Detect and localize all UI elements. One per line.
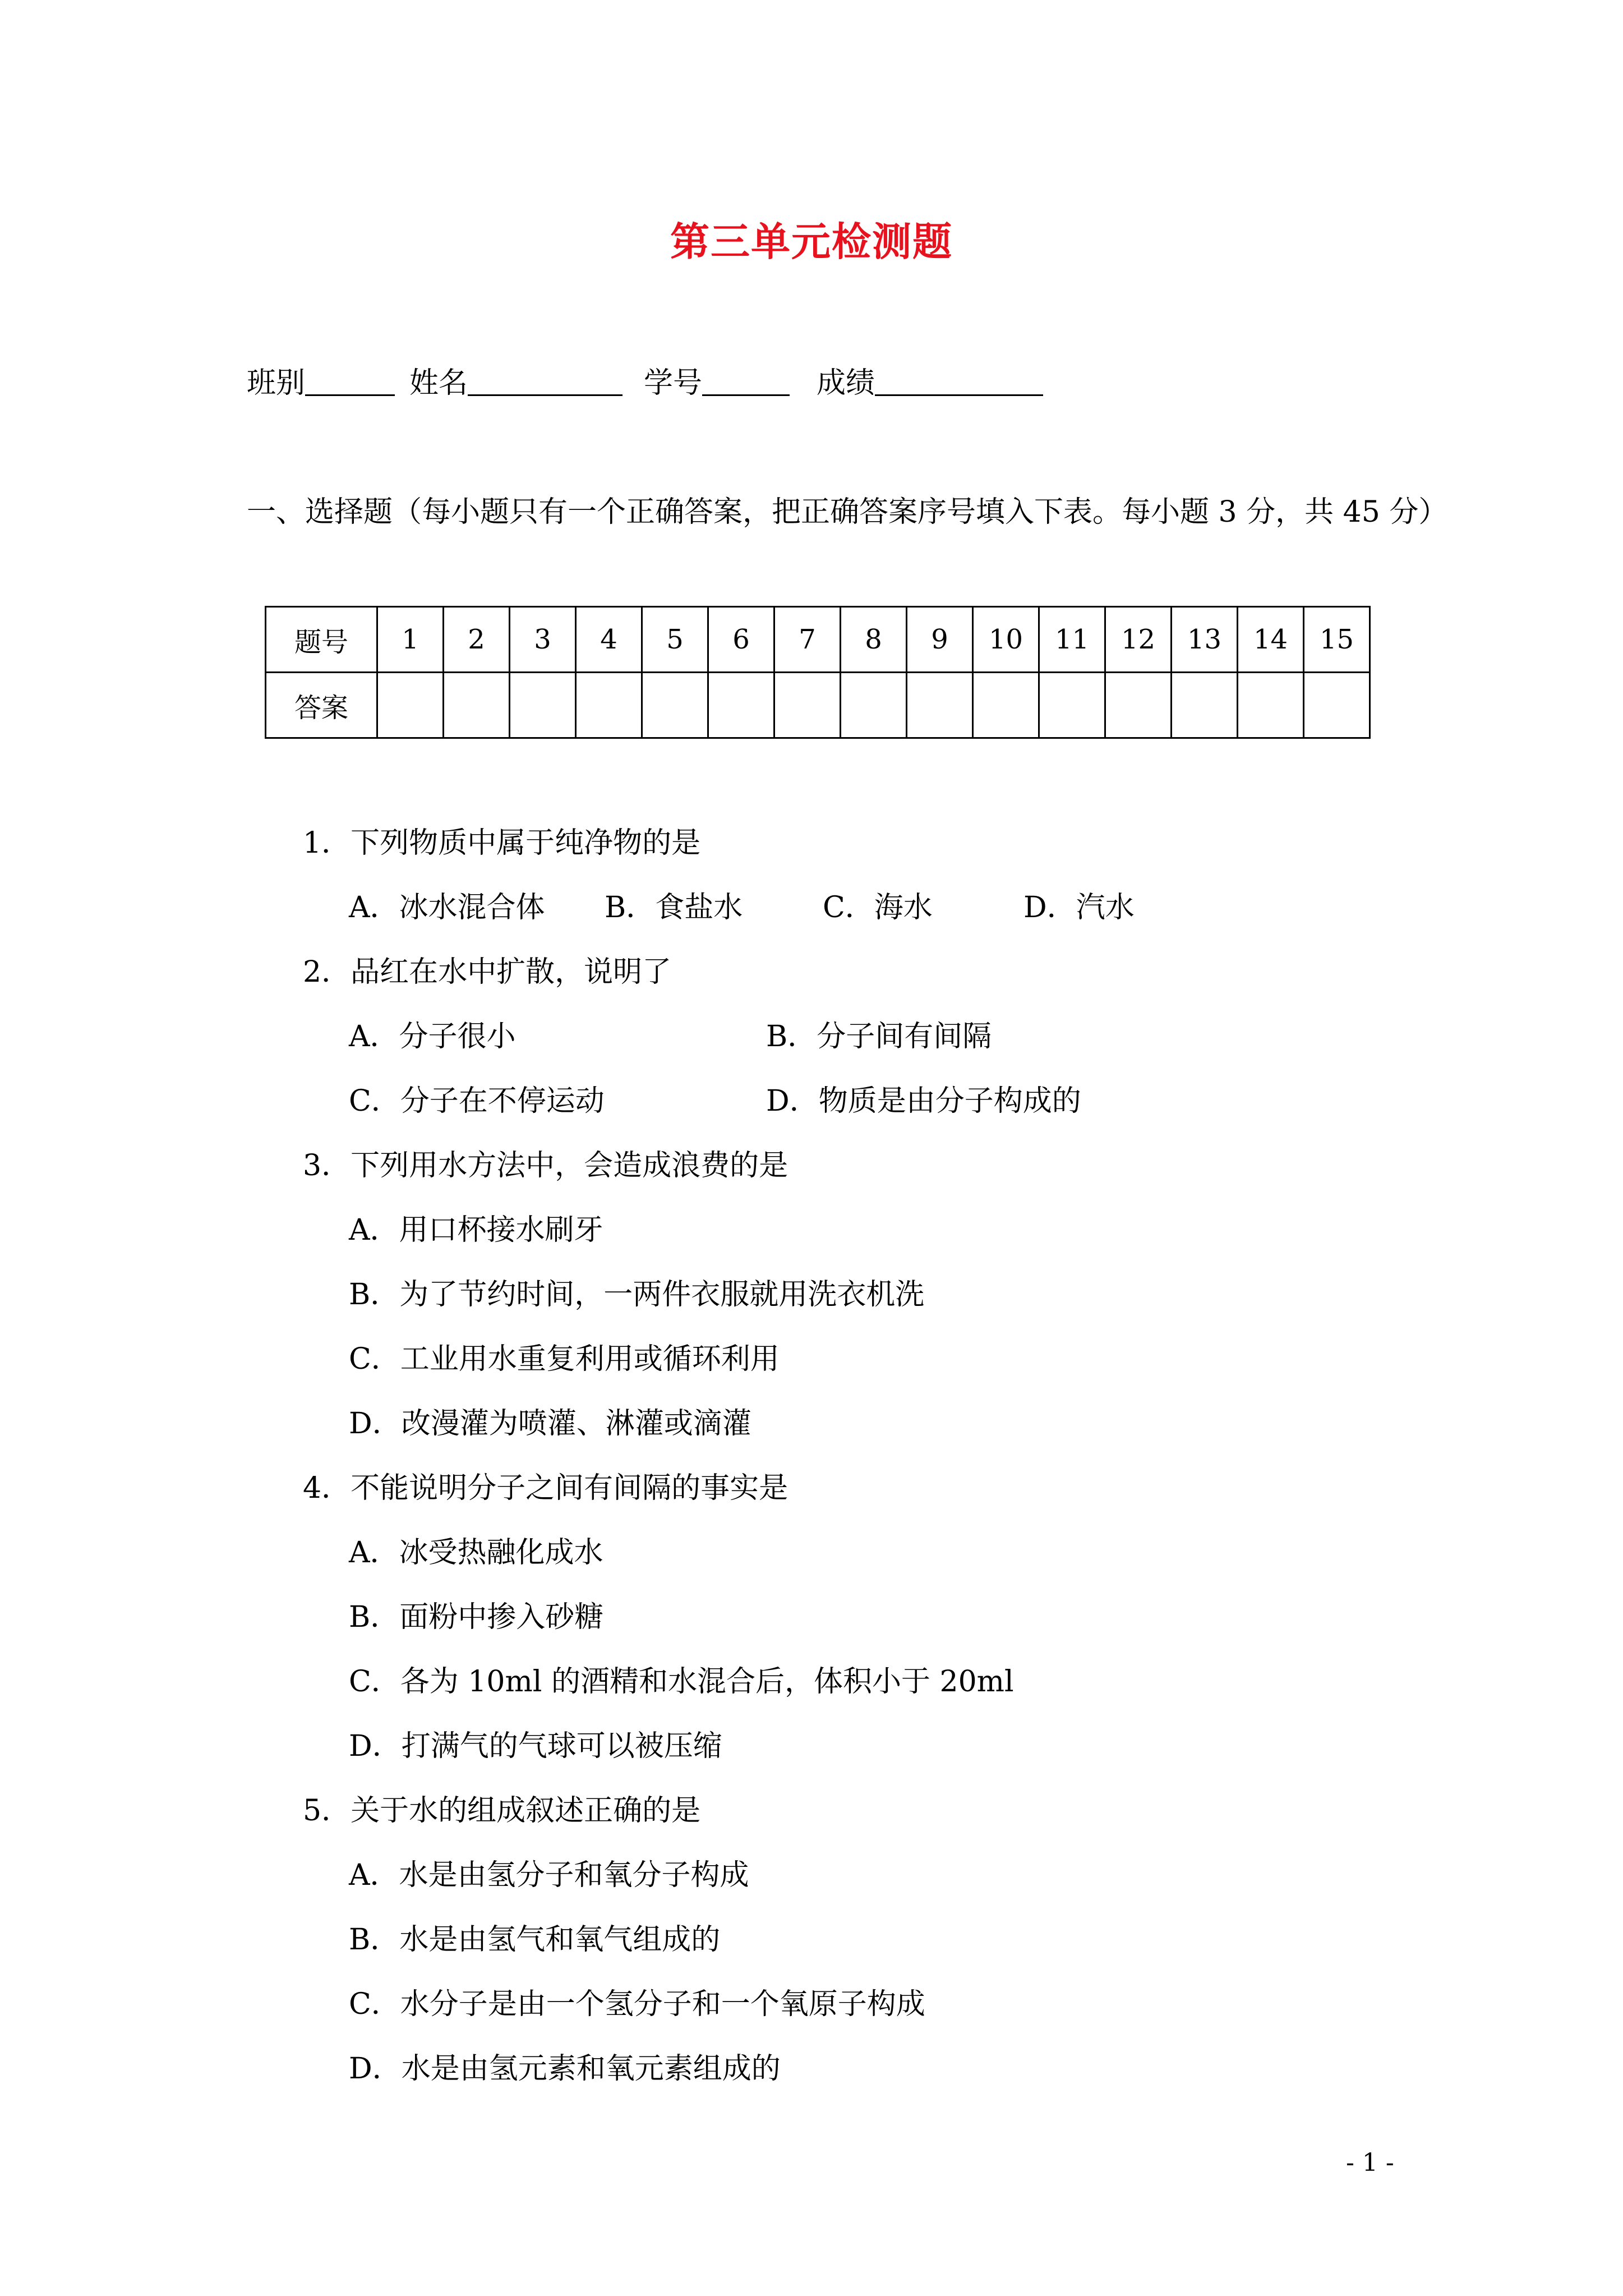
answer-cell[interactable] (1304, 673, 1370, 738)
option: C．各为 10ml 的酒精和水混合后，体积小于 20ml (349, 1665, 1014, 1699)
answer-cell[interactable] (1105, 673, 1172, 738)
question-stem: 1．下列物质中属于纯净物的是 (303, 826, 701, 860)
question-number-cell: 2 (444, 607, 510, 673)
question-stem: 3．下列用水方法中，会造成浪费的是 (303, 1149, 789, 1182)
option: A．分子很小 (349, 1020, 516, 1053)
answer-cell[interactable] (576, 673, 642, 738)
question-number-cell: 13 (1172, 607, 1238, 673)
question-number-cell: 4 (576, 607, 642, 673)
option: A．冰受热融化成水 (349, 1536, 603, 1570)
answer-table (265, 606, 1371, 739)
answer-cell[interactable] (907, 673, 973, 738)
option: A．水是由氢分子和氧分子构成 (349, 1858, 749, 1892)
question-number-cell: 3 (510, 607, 576, 673)
answer-cell[interactable] (1039, 673, 1105, 738)
option: B．分子间有间隔 (766, 1020, 992, 1053)
answer-cell[interactable] (510, 673, 576, 738)
score-blank (875, 366, 1043, 396)
option: A．冰水混合体 (349, 891, 545, 924)
answer-cell[interactable] (1172, 673, 1238, 738)
class-blank (305, 366, 395, 396)
question-stem: 2．品红在水中扩散，说明了 (303, 955, 672, 989)
table-row (266, 607, 1370, 673)
answer-cell[interactable] (841, 673, 907, 738)
option: C．水分子是由一个氢分子和一个氧原子构成 (349, 1987, 925, 2021)
question-stem: 4．不能说明分子之间有间隔的事实是 (303, 1471, 789, 1505)
name-label: 姓名 (409, 366, 468, 400)
option: D．水是由氢元素和氧元素组成的 (349, 2052, 781, 2086)
class-label: 班别 (247, 366, 306, 400)
question-number-cell: 5 (642, 607, 708, 673)
option: B．为了节约时间，一两件衣服就用洗衣机洗 (349, 1278, 925, 1312)
question-number-cell: 9 (907, 607, 973, 673)
page-title: 第三单元检测题 (670, 218, 953, 265)
question-number-cell: 8 (841, 607, 907, 673)
question-number-cell: 10 (973, 607, 1039, 673)
number-blank (702, 366, 790, 396)
answer-cell[interactable] (973, 673, 1039, 738)
option: D．汽水 (1023, 891, 1135, 924)
answer-cell[interactable] (1238, 673, 1304, 738)
question-number-cell: 12 (1105, 607, 1172, 673)
section-heading: 一、选择题（每小题只有一个正确答案，把正确答案序号填入下表。每小题 3 分，共 45 分） (247, 495, 1448, 529)
table-row-label: 题号 (266, 607, 377, 673)
answer-cell[interactable] (774, 673, 841, 738)
page-number: - 1 - (1346, 2148, 1394, 2177)
option: B．面粉中掺入砂糖 (349, 1600, 604, 1634)
question-number-cell: 7 (774, 607, 841, 673)
option: D．打满气的气球可以被压缩 (349, 1729, 722, 1763)
option: D．物质是由分子构成的 (766, 1084, 1081, 1118)
number-label: 学号 (644, 366, 703, 400)
question-number-cell: 14 (1238, 607, 1304, 673)
option: B．食盐水 (605, 891, 743, 924)
score-label: 成绩 (817, 366, 875, 400)
answer-cell[interactable] (708, 673, 774, 738)
answer-cell[interactable] (377, 673, 444, 738)
question-number-cell: 11 (1039, 607, 1105, 673)
option: C．海水 (823, 891, 933, 924)
option: A．用口杯接水刷牙 (349, 1213, 603, 1247)
option: C．分子在不停运动 (349, 1084, 605, 1118)
name-blank (468, 366, 623, 396)
option: D．改漫灌为喷灌、淋灌或滴灌 (349, 1407, 751, 1441)
table-row (266, 673, 1370, 738)
answer-cell[interactable] (642, 673, 708, 738)
answer-cell[interactable] (444, 673, 510, 738)
question-number-cell: 15 (1304, 607, 1370, 673)
option: B．水是由氢气和氧气组成的 (349, 1923, 721, 1957)
option: C．工业用水重复利用或循环利用 (349, 1342, 780, 1376)
table-row-label: 答案 (266, 673, 377, 738)
question-number-cell: 6 (708, 607, 774, 673)
question-stem: 5．关于水的组成叙述正确的是 (303, 1794, 701, 1828)
student-info-line (247, 359, 1043, 401)
question-number-cell: 1 (377, 607, 444, 673)
